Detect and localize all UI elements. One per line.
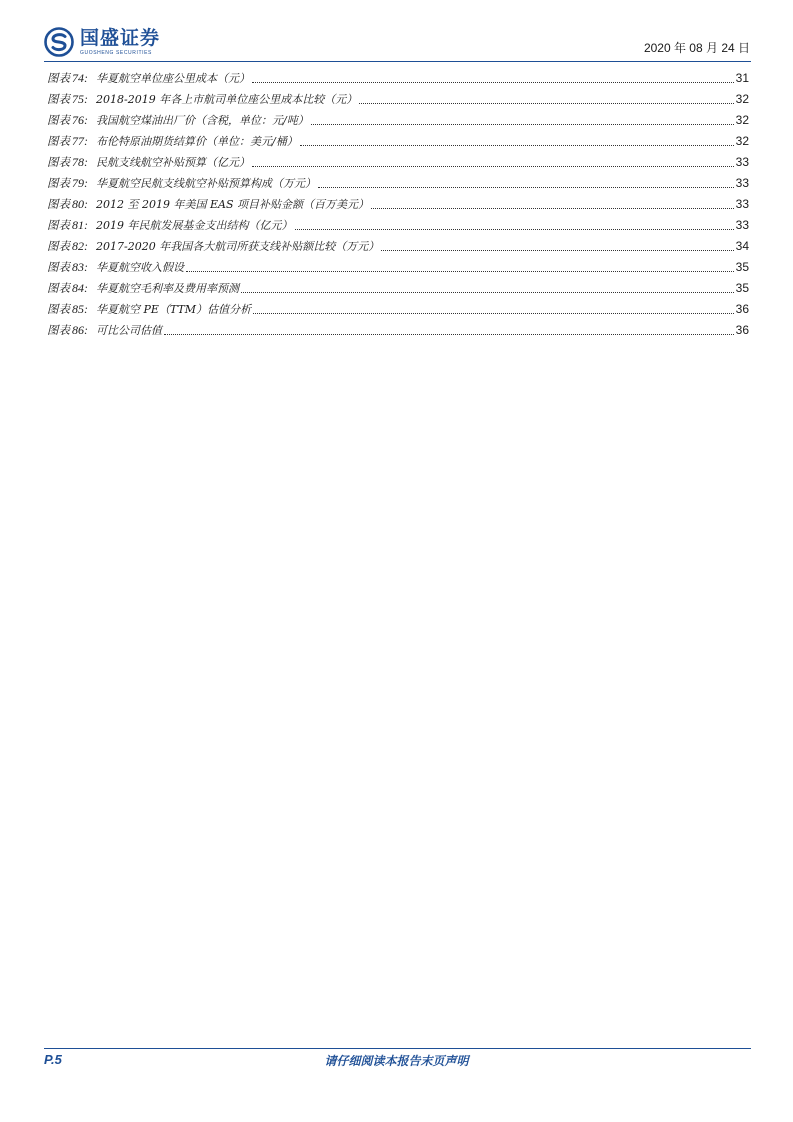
toc-dot-leader bbox=[359, 102, 733, 104]
toc-entry-title: 2017-2020 年我国各大航司所获支线补贴额比较（万元） bbox=[96, 240, 380, 253]
toc-entry-page: 33 bbox=[735, 197, 749, 211]
toc-entry-title: 华夏航空单位座公里成本（元） bbox=[96, 72, 250, 85]
toc-entry-number: 83: bbox=[72, 260, 88, 274]
toc-entry-number: 82: bbox=[72, 239, 88, 253]
page-header bbox=[44, 22, 750, 66]
logo-text bbox=[80, 26, 161, 56]
toc-entry-label: 图表 bbox=[47, 302, 70, 316]
toc-dot-leader bbox=[300, 144, 734, 146]
toc-entry-page: 35 bbox=[735, 260, 749, 274]
toc-dot-leader bbox=[164, 333, 734, 335]
disclaimer-note: 请仔细阅读本报告末页声明 bbox=[324, 1054, 469, 1068]
toc-entry-label: 图表 bbox=[47, 92, 70, 106]
toc-entry[interactable] bbox=[47, 236, 749, 257]
toc-entry-label: 图表 bbox=[47, 239, 70, 253]
toc-entry-label: 图表 bbox=[47, 218, 70, 232]
toc-entry-label: 图表 bbox=[47, 197, 70, 211]
toc-entry-number: 86: bbox=[72, 323, 88, 337]
toc-entry-page: 32 bbox=[735, 92, 749, 106]
toc-entry-title: 华夏航空收入假设 bbox=[96, 261, 184, 274]
toc-dot-leader bbox=[253, 312, 734, 314]
footer-divider bbox=[44, 1048, 751, 1049]
toc-entry-number: 85: bbox=[72, 302, 88, 316]
toc-entry-title: 华夏航空民航支线航空补贴预算构成（万元） bbox=[96, 177, 316, 190]
toc-dot-leader bbox=[241, 291, 734, 293]
toc-entry-title: 2012 至 2019 年美国 EAS 项目补贴金额（百万美元） bbox=[96, 198, 369, 211]
toc-entry-number: 78: bbox=[72, 155, 88, 169]
header-divider bbox=[44, 61, 751, 62]
toc-dot-leader bbox=[252, 165, 734, 167]
toc-entry-title: 民航支线航空补贴预算（亿元） bbox=[96, 156, 250, 169]
toc-entry-title: 2018-2019 年各上市航司单位座公里成本比较（元） bbox=[96, 93, 358, 106]
toc-entry-page: 31 bbox=[735, 71, 749, 85]
logo-english-name: GUOSHENG SECURITIES bbox=[80, 49, 152, 56]
toc-entry[interactable] bbox=[47, 110, 749, 131]
toc-entry-title: 2019 年民航发展基金支出结构（亿元） bbox=[96, 219, 293, 232]
toc-entry-page: 36 bbox=[735, 323, 749, 337]
toc-entry[interactable] bbox=[47, 257, 749, 278]
toc-entry-number: 84: bbox=[72, 281, 88, 295]
toc-entry[interactable] bbox=[47, 299, 749, 320]
toc-entry-label: 图表 bbox=[47, 323, 70, 337]
toc-entry-title: 华夏航空 PE（TTM）估值分析 bbox=[96, 303, 252, 316]
toc-entry-number: 76: bbox=[72, 113, 88, 127]
toc-dot-leader bbox=[295, 228, 734, 230]
toc-entry[interactable] bbox=[47, 89, 749, 110]
toc-entry-number: 81: bbox=[72, 218, 88, 232]
toc-dot-leader bbox=[318, 186, 734, 188]
report-date: 2020 年 08 月 24 日 bbox=[643, 41, 750, 55]
toc-entry-page: 33 bbox=[735, 155, 749, 169]
toc-entry-title: 可比公司估值 bbox=[96, 324, 162, 337]
toc-entry-label: 图表 bbox=[47, 155, 70, 169]
toc-dot-leader bbox=[186, 270, 734, 272]
toc-entry[interactable] bbox=[47, 215, 749, 236]
toc-entry-title: 我国航空煤油出厂价（含税，单位：元/吨） bbox=[96, 114, 309, 127]
toc-dot-leader bbox=[311, 123, 734, 125]
toc-entry-label: 图表 bbox=[47, 113, 70, 127]
toc-entry-page: 35 bbox=[735, 281, 749, 295]
toc-entry-page: 32 bbox=[735, 113, 749, 127]
toc-entry-label: 图表 bbox=[47, 260, 70, 274]
toc-dot-leader bbox=[381, 249, 733, 251]
toc-entry-number: 74: bbox=[72, 71, 88, 85]
page-number: P.5 bbox=[44, 1052, 62, 1067]
toc-entry[interactable] bbox=[47, 152, 749, 173]
toc-entry-page: 36 bbox=[735, 302, 749, 316]
company-logo bbox=[44, 22, 160, 62]
toc-entry-label: 图表 bbox=[47, 71, 70, 85]
toc-entry-number: 80: bbox=[72, 197, 88, 211]
toc-dot-leader bbox=[252, 81, 734, 83]
toc-entry-title: 华夏航空毛利率及费用率预测 bbox=[96, 282, 239, 295]
toc-entry-number: 75: bbox=[72, 92, 88, 106]
toc-entry-title: 布伦特原油期货结算价（单位：美元/桶） bbox=[96, 135, 298, 148]
toc-entry[interactable] bbox=[47, 173, 749, 194]
toc-entry[interactable] bbox=[47, 68, 749, 89]
toc-entry-number: 77: bbox=[72, 134, 88, 148]
toc-entry-page: 33 bbox=[735, 176, 749, 190]
toc-entry-label: 图表 bbox=[47, 134, 70, 148]
figure-index-list bbox=[47, 68, 749, 341]
guosheng-logo-icon bbox=[44, 27, 74, 57]
toc-entry[interactable] bbox=[47, 194, 749, 215]
toc-entry-label: 图表 bbox=[47, 176, 70, 190]
toc-entry[interactable] bbox=[47, 320, 749, 341]
toc-entry[interactable] bbox=[47, 278, 749, 299]
logo-chinese-name: 国盛证券 bbox=[80, 26, 161, 49]
toc-dot-leader bbox=[371, 207, 734, 209]
toc-entry-number: 79: bbox=[72, 176, 88, 190]
toc-entry-page: 33 bbox=[735, 218, 749, 232]
toc-entry-page: 34 bbox=[735, 239, 749, 253]
toc-entry[interactable] bbox=[47, 131, 749, 152]
toc-entry-label: 图表 bbox=[47, 281, 70, 295]
toc-entry-page: 32 bbox=[735, 134, 749, 148]
